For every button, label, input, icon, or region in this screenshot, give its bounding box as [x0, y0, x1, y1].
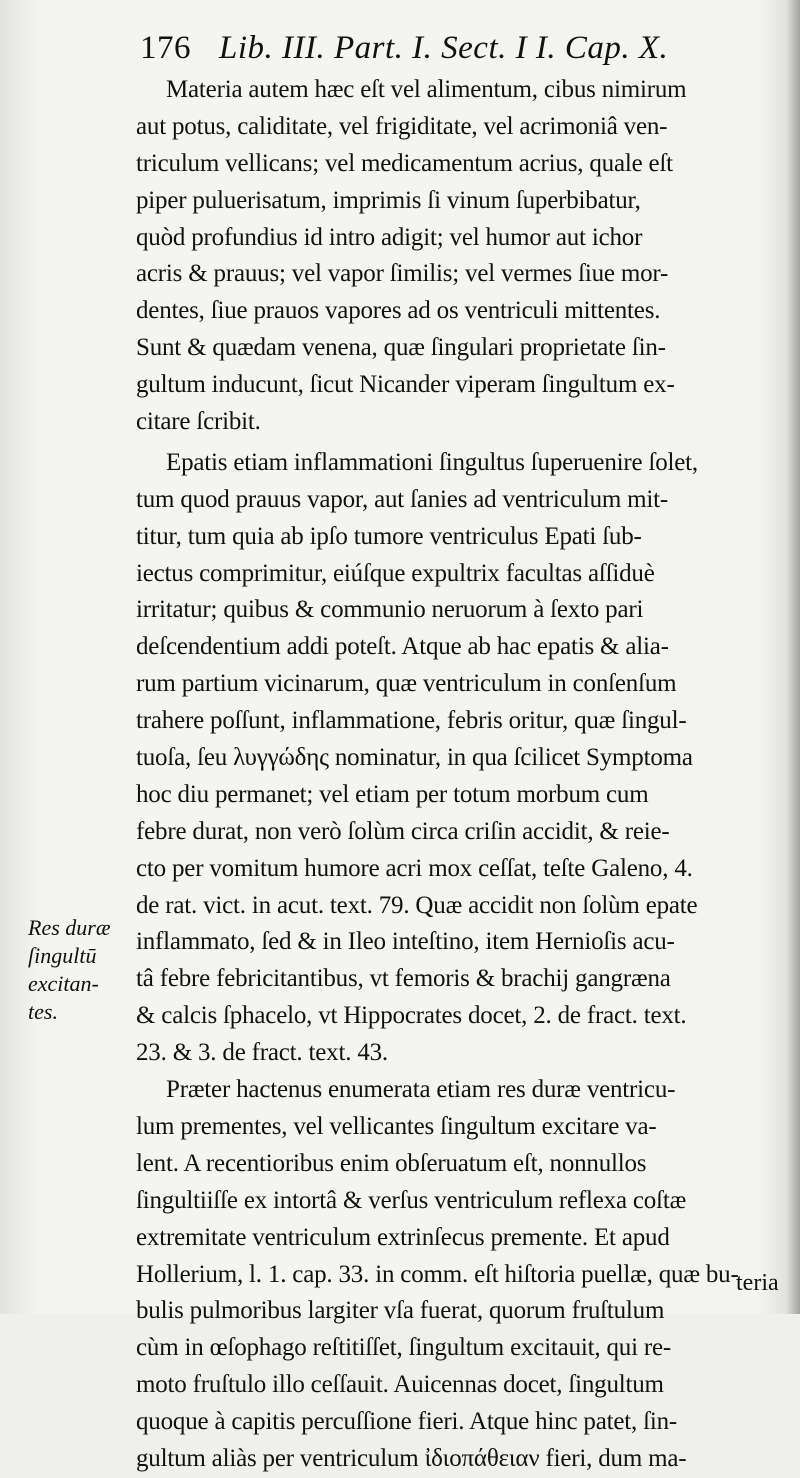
text-line: bulis pulmoribus largiter vſa fuerat, quorum fruſtulum [136, 1297, 665, 1325]
text-line: Epatis etiam inflammationi ſingultus ſuperuenire ſolet, [166, 448, 698, 476]
text-line: gultum inducunt, ſicut Nicander viperam ſingultum ex- [136, 371, 675, 399]
text-line: febre durat, non verò ſolùm circa criſin accidit, & reie- [136, 817, 670, 845]
text-line: inflammato, ſed & in Ileo inteſtino, item Hernioſis acu- [136, 928, 675, 956]
text-line: acris & prauus; vel vapor ſimilis; vel vermes ſiue mor- [136, 260, 669, 288]
text-line: moto fruſtulo illo ceſſauit. Auicennas docet, ſingultum [136, 1371, 664, 1399]
catchword: teria [736, 1270, 779, 1296]
text-line: iectus comprimitur, eiúſque expultrix facultas aſſiduè [136, 559, 655, 587]
text-line: trahere poſſunt, inflammatione, febris oritur, quæ ſingul- [136, 707, 687, 735]
text-line: rum partium vicinarum, quæ ventriculum in conſenſum [136, 670, 677, 698]
text-line: Hollerium, l. 1. cap. 33. in comm. eſt hiſtoria puellæ, quæ bu- [136, 1260, 739, 1288]
page-edge-shadow [786, 0, 800, 1314]
text-line: quoque à capitis percuſſione fieri. Atque hinc patet, ſin- [136, 1408, 678, 1436]
text-line: tum quod prauus vapor, aut ſanies ad ventriculum mit- [136, 485, 669, 513]
text-line: irritatur; quibus & communio neruorum à ſexto pari [136, 596, 644, 624]
text-line: aut potus, caliditate, vel frigiditate, vel acrimoniâ ven- [136, 112, 668, 140]
text-line: cto per vomitum humore acri mox ceſſat, teſte Galeno, 4. [136, 854, 693, 882]
running-head [140, 30, 760, 74]
text-line: ſingultiiſſe ex intortâ & verſus ventriculum reflexa coſtæ [136, 1186, 687, 1214]
text-line: & calcis ſphacelo, vt Hippocrates docet, 2. de fract. text. [136, 1002, 687, 1030]
text-line: Præter hactenus enumerata etiam res duræ ventricu- [166, 1076, 676, 1104]
text-line: cùm in œſophago reſtitiſſet, ſingultum excitauit, qui re- [136, 1334, 672, 1362]
text-line: titur, tum quia ab ipſo tumore ventriculus Epati ſub- [136, 522, 642, 550]
text-line: quòd profundius id intro adigit; vel humor aut ichor [136, 223, 643, 251]
text-line: tuoſa, ſeu λυγγώδης nominatur, in qua ſcilicet Symptoma [136, 744, 693, 772]
marginal-note [28, 914, 128, 1026]
text-line: lum prementes, vel vellicantes ſingultum excitare va- [136, 1112, 657, 1140]
text-line: de rat. vict. in acut. text. 79. Quæ accidit non ſolùm epate [136, 891, 698, 919]
text-line: 23. & 3. de fract. text. 43. [136, 1039, 388, 1067]
text-line: piper puluerisatum, imprimis ſi vinum ſuperbibatur, [136, 186, 641, 214]
text-line: gultum aliàs per ventriculum ἰδιοπάθειαν fieri, dum ma- [136, 1444, 687, 1472]
text-line: Materia autem hæc eſt vel alimentum, cibus nimirum [166, 76, 687, 103]
page-number: 176 [140, 30, 191, 66]
text-line: tâ febre febricitantibus, vt femoris & brachij gangræna [136, 965, 671, 993]
text-line: hoc diu permanet; vel etiam per totum morbum cum [136, 780, 649, 808]
text-line: deſcendentium addi poteſt. Atque ab hac epatis & alia- [136, 633, 669, 661]
text-line: citare ſcribit. [136, 408, 261, 436]
marginal-note-line: ſingultū [28, 943, 97, 968]
text-line: triculum vellicans; vel medicamentum acrius, quale eſt [136, 149, 673, 177]
marginal-note-line: excitan- [28, 971, 99, 996]
marginal-note-line: tes. [28, 999, 58, 1024]
marginal-note-line: Res duræ [28, 915, 111, 940]
text-line: lent. A recentioribus enim obſeruatum eſt, nonnullos [136, 1149, 647, 1177]
text-line: Sunt & quædam venena, quæ ſingulari proprietate ſin- [136, 334, 666, 362]
body-text [136, 72, 776, 1478]
text-line: extremitate ventriculum extrinſecus premente. Et apud [136, 1223, 670, 1251]
running-head-title: Lib. III. Part. I. Sect. I I. Cap. X. [219, 30, 669, 66]
text-line: dentes, ſiue prauos vapores ad os ventriculi mittentes. [136, 297, 661, 325]
